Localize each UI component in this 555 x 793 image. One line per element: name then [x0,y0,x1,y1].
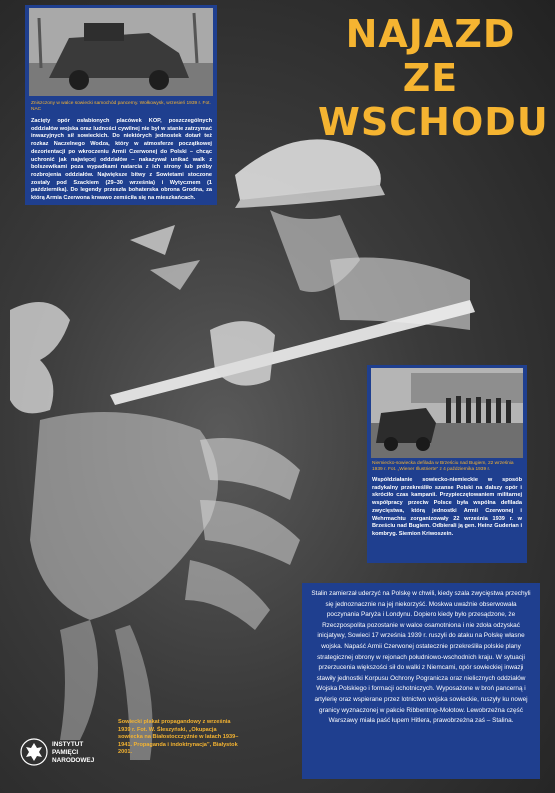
photo-caption: Zniszczony w walce sowiecki samochód pancerny. Wołkowysk, wrzesień 1939 r. Fot. NAC [31,101,211,112]
box-paragraph: Zacięty opór osłabionych placówek KOP, poszczególnych oddziałów wojska oraz ludności cywilnej nie był w stanie zatrzymać inwazyjnych sił sowieckich. Do niektórych jednostek dotarł też rozkaz Naczelnego Wodza, który w atmosferze początkowej dezorientacji po wkroczeniu Armii Czerwonej do Polski – chcąc uchronić jak najwięcej oddziałów – nakazywał unikać walk z bolszewikami poza wypadkami natarcia z ich strony lub próby rozbrojenia oddziałów. Największe bitwy z Sowietami stoczone zostały pod Szackiem (29–30 września) i Wytycznem (1 października). Do legendy przeszła bohaterska obrona Grodna, za którą Armia Czerwona krwawo zemściła się na mieszkańcach. [31,118,212,202]
logo-text [52,741,94,765]
title-line-2: ZE WSCHODU [318,56,549,144]
logo-line-2: PAMIĘCI [52,749,79,756]
poster-caption: Sowiecki plakat propagandowy z września 1939 r. Fot. W. Śleszyński, „Okupacja sowiecka na Białostocczyźnie w latach 1939–1941. Propaganda i indoktrynacja”, Białystok 2001. [118,719,239,756]
photo-caption: Niemiecko-sowiecka defilada w Brześciu nad Bugiem, 22 września 1939 r. Fot. „Wiener Illustrierte” z 4 października 1939 r. [372,461,514,472]
title-line-1: NAJAZD [345,12,516,56]
box-paragraph: Stalin zamierzał uderzyć na Polskę w chwili, kiedy szala zwycięstwa przechyli się jednoznacznie na jej niekorzyść. Moskwa uważnie obserwowała poczynania Paryża i Londynu. Dopiero kiedy było przesądzone, że Rzeczpospolita pozostanie w walce osamotniona i nie zdoła odzyskać inicjatywy, Sowieci 17 września 1939 r. ruszyli do ataku na Polskę własne wojska. Napaść Armii Czerwonej ostatecznie przekreśliła polskie plany strategicznej obrony w rejonach południowo-wschodnich kraju. W sytuacji przerzucenia większości sił do walki z Niemcami, opór sowieckiej inwazji stawiły jednostki Korpusu Ochrony Pogranicza oraz nielicznych oddziałów Wojska Polskiego i formacji ochotniczych. Wyposażone w broń pancerną i artylerię oraz wspierane przez lotnictwo wojska sowieckie, ruszyły ku nowej granicy wyznaczonej w pakcie Ribbentrop-Mołotow. Lewobrzeżna część Warszawy miała paść łupem Hitlera, prawobrzeżna zaś – Stalina. [311,590,531,725]
page-title [318,12,549,144]
photo-armored-car [29,8,213,96]
info-box-invasion [302,583,540,779]
info-box-armored-car [25,5,217,205]
logo-line-3: NARODOWEJ [52,757,95,764]
info-box-parade [367,365,527,563]
ipn-logo [20,738,100,768]
box-paragraph: Współdziałanie sowiecko-niemieckie w sposób radykalny przekreśliło szanse Polski na dalszy opór i skróciło czas kampanii. Przypieczętowaniem militarnej współpracy przeciw Polsce była wspólna defilada zwycięstwa, którą jednostki Armii Czerwonej i Wehrmachtu zorganizowały 22 września 1939 r. w Brześciu nad Bugiem. Odbierali ją gen. Heinz Guderian i kombryg. Siemion Kriwoszein. [372,477,522,537]
photo-parade [371,368,523,458]
ipn-eagle-icon [20,738,48,766]
logo-line-1: INSTYTUT [52,741,84,748]
